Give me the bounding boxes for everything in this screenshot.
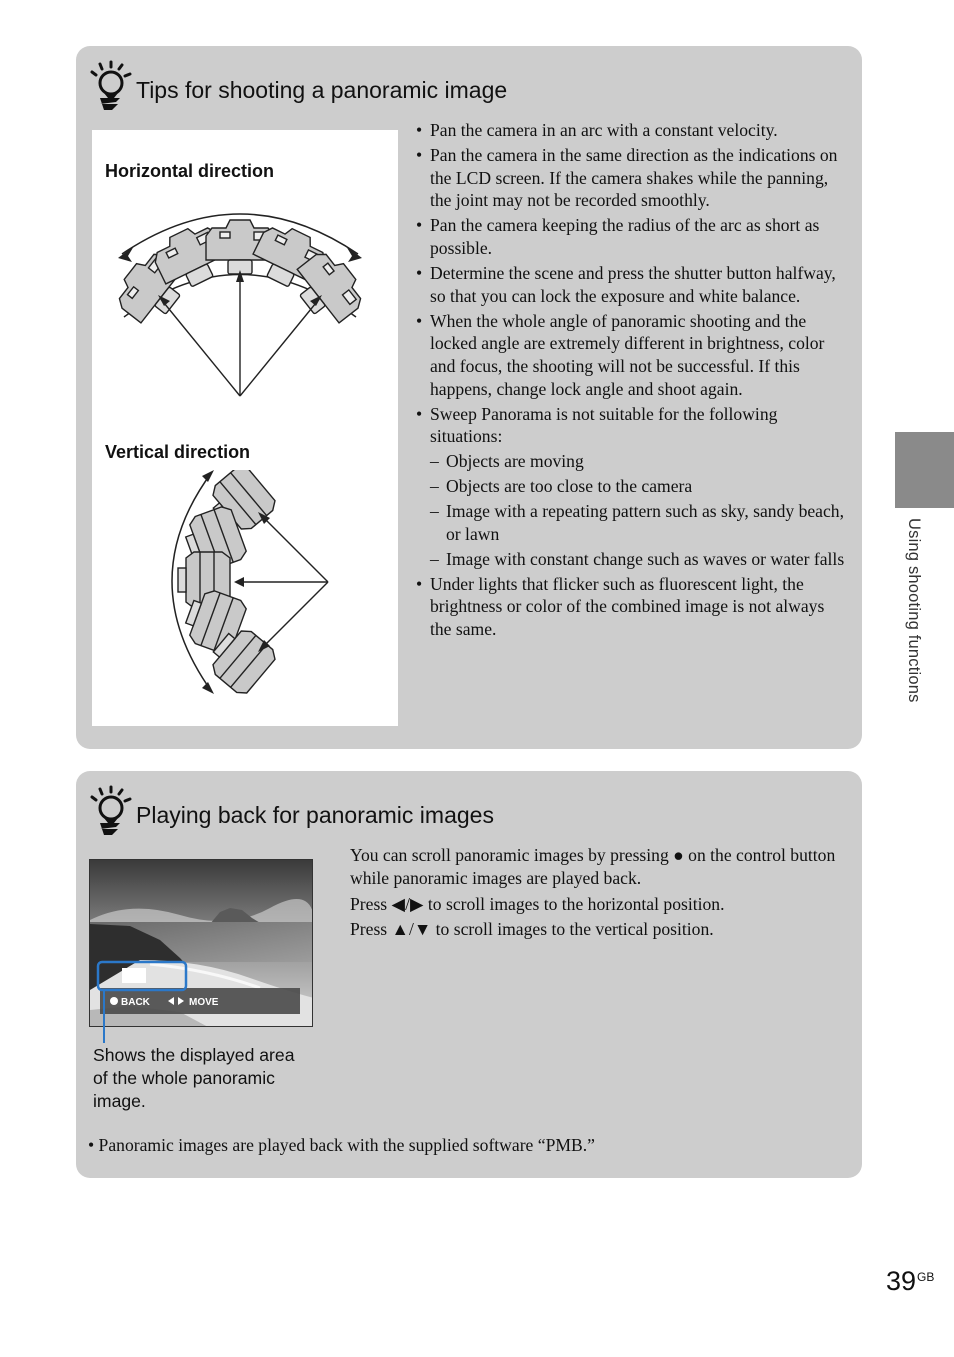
screen-caption: Shows the displayed area of the whole panoramic image. bbox=[93, 1045, 295, 1111]
paragraph: You can scroll panoramic images by pressing ● on the control button while panoramic images are played back. bbox=[350, 845, 836, 888]
list-item: • Determine the scene and press the shutter button halfway, so that you can lock the exposure and white balance. bbox=[414, 262, 850, 307]
sub-list-item: – Objects are too close to the camera bbox=[430, 475, 850, 498]
playback-panel bbox=[76, 771, 862, 1178]
list-item-text: Sweep Panorama is not suitable for the following situations: bbox=[430, 403, 778, 447]
screen-move-label: MOVE bbox=[189, 997, 219, 1008]
list-item bbox=[414, 403, 850, 571]
playback-description bbox=[350, 844, 850, 944]
screen-back-label: BACK bbox=[121, 997, 150, 1008]
list-item: • Pan the camera keeping the radius of the arc as short as possible. bbox=[414, 214, 850, 259]
lightbulb-hint-icon bbox=[86, 60, 132, 112]
lcd-screen-image bbox=[89, 859, 313, 1027]
section-tab-marker bbox=[895, 432, 954, 508]
paragraph: Press ◀/▶ to scroll images to the horizontal position. bbox=[350, 893, 725, 914]
list-item: • Pan the camera in an arc with a constant velocity. bbox=[414, 119, 850, 142]
lightbulb-hint-icon bbox=[86, 785, 132, 837]
list-item: • Under lights that flicker such as fluorescent light, the brightness or color of the combined image is not always the same. bbox=[414, 573, 850, 641]
sub-list-item: – Objects are moving bbox=[430, 450, 850, 473]
callout-line bbox=[102, 989, 108, 1045]
tips-panel bbox=[76, 46, 862, 749]
vertical-panning-diagram bbox=[92, 470, 398, 720]
vertical-direction-label: Vertical direction bbox=[105, 442, 251, 462]
diagram-area bbox=[92, 130, 398, 726]
page-number-value: 39 bbox=[886, 1266, 917, 1296]
sub-list bbox=[430, 450, 850, 570]
paragraph: Press ▲/▼ to scroll images to the vertical position. bbox=[350, 919, 714, 940]
horizontal-direction-label: Horizontal direction bbox=[105, 161, 275, 181]
page-suffix: GB bbox=[917, 1270, 935, 1284]
section-side-label: Using shooting functions bbox=[905, 518, 923, 703]
pmb-note: • Panoramic images are played back with the supplied software “PMB.” bbox=[88, 1135, 595, 1155]
list-item: • When the whole angle of panoramic shooting and the locked angle are extremely different in brightness, color and focus, the shooting will not be successful. If this happens, change lock angle and shoot again. bbox=[414, 310, 850, 400]
horizontal-panning-diagram bbox=[92, 190, 398, 400]
playback-title: Playing back for panoramic images bbox=[136, 802, 494, 828]
list-item: • Pan the camera in the same direction as the indications on the LCD screen. If the camera shakes while the panning, the joint may not be recorded smoothly. bbox=[414, 144, 850, 212]
tips-title: Tips for shooting a panoramic image bbox=[136, 77, 508, 103]
sub-list-item: – Image with constant change such as waves or water falls bbox=[430, 548, 850, 571]
tips-bullet-list bbox=[414, 119, 850, 643]
page-number bbox=[886, 1266, 934, 1297]
sub-list-item: – Image with a repeating pattern such as sky, sandy beach, or lawn bbox=[430, 500, 850, 545]
